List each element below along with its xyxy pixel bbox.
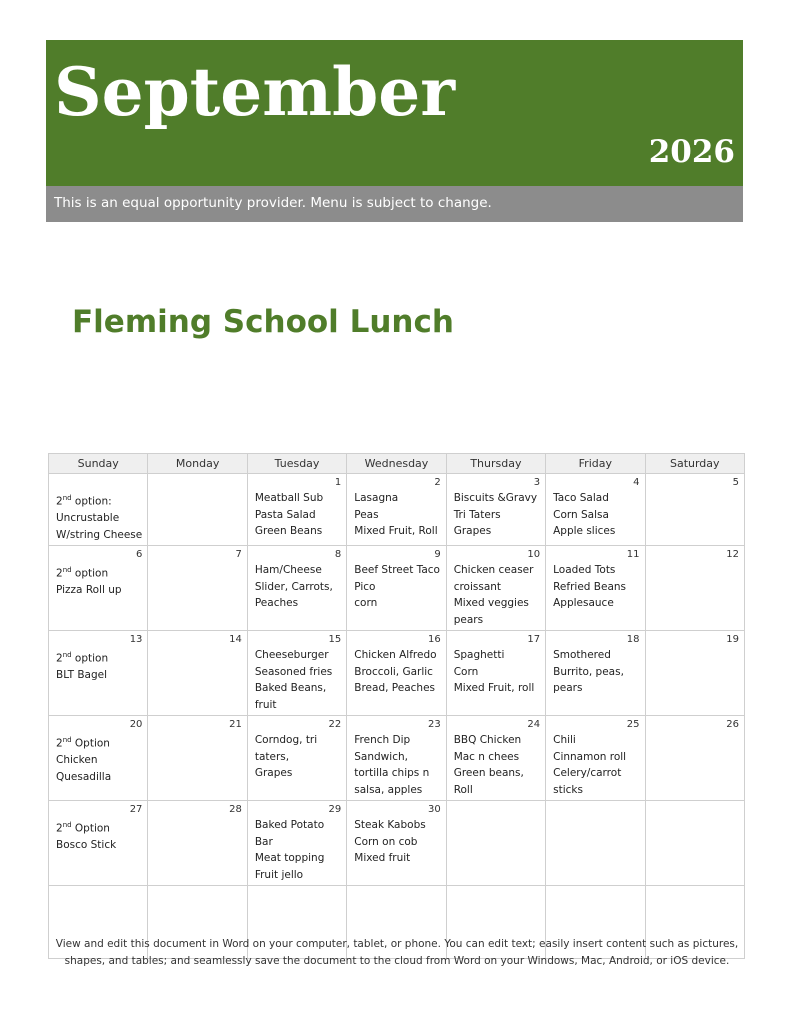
menu-item: Chicken Alfredo [354, 649, 437, 661]
menu-item: Bosco Stick [56, 839, 117, 851]
calendar-day-cell [347, 716, 446, 801]
menu-item: Pizza Roll up [56, 584, 122, 596]
weekday-thursday: Thursday [446, 454, 545, 474]
calendar-week-row [49, 474, 745, 546]
calendar-day-cell [546, 474, 645, 546]
menu-item: 2nd option [56, 566, 109, 580]
calendar-day-cell [247, 801, 346, 886]
day-number: 6 [136, 549, 143, 560]
calendar-day-cell [49, 631, 148, 716]
day-number: 7 [235, 549, 242, 560]
menu-item: Meatball Sub [254, 492, 324, 504]
calendar-day-cell [49, 801, 148, 886]
day-number [155, 888, 241, 902]
calendar-day-cell [148, 631, 247, 716]
lunch-calendar [48, 453, 745, 959]
calendar-week-row [49, 631, 745, 716]
calendar-day-cell [247, 631, 346, 716]
menu-item: Refried Beans [553, 580, 627, 593]
day-number: 12 [726, 549, 739, 560]
menu-item: Baked Potato Bar [254, 819, 325, 848]
day-number [553, 888, 639, 902]
calendar-day-cell [247, 716, 346, 801]
menu-item: Beef Street Taco [354, 564, 440, 576]
menu-item: Cheeseburger [254, 649, 329, 661]
weekday-monday: Monday [148, 454, 247, 474]
calendar-day-cell [546, 546, 645, 631]
calendar-day-cell [49, 716, 148, 801]
calendar-day-cell [347, 801, 446, 886]
school-title: Fleming School Lunch [72, 304, 454, 340]
calendar-day-cell [247, 474, 346, 546]
calendar-day-cell [148, 801, 247, 886]
calendar-week-row [49, 716, 745, 801]
calendar-day-cell [446, 801, 545, 886]
day-number: 25 [626, 719, 640, 730]
day-number: 10 [527, 549, 541, 560]
menu-item: Peaches [254, 597, 299, 609]
menu-item: Baked Beans, fruit [254, 682, 327, 711]
day-number: 21 [229, 719, 242, 730]
menu-item: Pasta Salad [254, 508, 316, 521]
menu-item: Green Beans [254, 525, 323, 537]
day-number [454, 803, 540, 817]
menu-item: Apple slices [553, 525, 616, 537]
day-number [255, 888, 341, 902]
menu-item: Corn Salsa [553, 508, 609, 521]
day-number: 22 [328, 719, 342, 730]
calendar-day-cell [645, 631, 744, 716]
menu-item: Pico [354, 580, 376, 593]
calendar-day-cell [148, 716, 247, 801]
day-number: 23 [427, 719, 441, 730]
calendar-day-cell [347, 546, 446, 631]
menu-item: corn [354, 597, 378, 609]
notice-bar [46, 186, 743, 222]
weekday-friday: Friday [546, 454, 645, 474]
day-number: 4 [633, 477, 640, 488]
calendar-day-cell [347, 474, 446, 546]
menu-item: BLT Bagel [56, 669, 108, 681]
month-title: September [54, 53, 456, 131]
weekday-sunday: Sunday [49, 454, 148, 474]
calendar-day-cell [446, 474, 545, 546]
day-number: 24 [527, 719, 541, 730]
menu-item: Meat topping [254, 852, 325, 864]
menu-item: Applesauce [553, 597, 614, 609]
menu-item: Peas [354, 508, 379, 521]
menu-item: Mixed Fruit, Roll [354, 525, 438, 537]
calendar-week-row [49, 801, 745, 886]
calendar-day-cell [645, 546, 744, 631]
menu-item: Seasoned fries [254, 665, 333, 678]
calendar-day-cell [347, 631, 446, 716]
menu-item: 2nd Option [56, 821, 110, 835]
day-number: 19 [726, 634, 739, 645]
menu-item: Taco Salad [553, 492, 609, 504]
menu-item: Steak Kabobs [354, 819, 426, 831]
weekday-header-row [49, 454, 745, 474]
menu-item: Mac n chees [453, 750, 520, 763]
notice-text: This is an equal opportunity provider. Menu is subject to change. [54, 195, 492, 211]
weekday-saturday: Saturday [645, 454, 744, 474]
day-number: 9 [434, 549, 441, 560]
menu-item: BBQ Chicken [453, 734, 522, 746]
calendar-day-cell [645, 474, 744, 546]
calendar-day-cell [148, 474, 247, 546]
menu-item: Mixed fruit [354, 852, 411, 864]
menu-item: French Dip Sandwich, tortilla chips n salsa, apples [354, 734, 430, 796]
menu-item: Biscuits &Gravy [453, 492, 538, 504]
footer-text: View and edit this document in Word on your computer, tablet, or phone. You can edit text; easily insert content such as pictures, shapes, and tables; and seamlessly save the document to the cloud from Word on your Windows, Mac, Android, or iOS device. [55, 938, 739, 967]
day-number: 16 [427, 634, 441, 645]
menu-item: 2nd option: [56, 494, 112, 508]
calendar-day-cell [49, 546, 148, 631]
calendar-day-cell [49, 474, 148, 546]
menu-item: Green beans, Roll [453, 767, 524, 796]
day-number: 17 [527, 634, 541, 645]
calendar-day-cell [546, 631, 645, 716]
menu-item: 2nd option [56, 651, 109, 665]
day-number [56, 888, 142, 902]
menu-item: Grapes [453, 525, 492, 537]
menu-item: 2nd Option [56, 736, 110, 750]
menu-item: Mixed Fruit, roll [453, 682, 535, 694]
menu-item: Chicken Quesadilla [56, 754, 112, 783]
calendar-day-cell [446, 546, 545, 631]
calendar-day-cell [247, 546, 346, 631]
day-number: 13 [129, 634, 143, 645]
menu-item: Smothered Burrito, peas, pears [553, 649, 624, 694]
menu-item: Cinnamon roll [553, 750, 627, 763]
menu-item: W/string Cheese [56, 528, 143, 541]
day-number: 18 [626, 634, 640, 645]
menu-item: Fruit jello [254, 868, 304, 881]
calendar-day-cell [645, 716, 744, 801]
calendar-week-row [49, 546, 745, 631]
menu-item: Grapes [254, 767, 293, 779]
calendar-day-cell [645, 801, 744, 886]
menu-item: Broccoli, Garlic Bread, Peaches [354, 665, 435, 694]
menu-item: Corn on cob [354, 835, 418, 848]
menu-item: Celery/carrot sticks [553, 767, 622, 796]
day-number: 14 [229, 634, 242, 645]
day-number: 8 [334, 549, 342, 560]
menu-item: Tri Taters [453, 508, 501, 521]
day-number: 2 [434, 477, 441, 488]
month-banner [46, 40, 743, 186]
menu-item: Loaded Tots [553, 564, 616, 576]
menu-item: Corndog, tri taters, [254, 734, 318, 763]
day-number: 27 [129, 804, 143, 815]
day-number: 15 [328, 634, 342, 645]
menu-item: Ham/Cheese Slider, Carrots, [254, 564, 333, 593]
menu-item: Mixed veggies pears [453, 597, 529, 626]
menu-item: Lasagna [354, 492, 399, 504]
day-number [653, 888, 739, 902]
calendar-day-cell [546, 716, 645, 801]
day-number [553, 803, 639, 817]
menu-item: Spaghetti [453, 649, 505, 661]
weekday-wednesday: Wednesday [347, 454, 446, 474]
day-number: 29 [328, 804, 342, 815]
day-number: 26 [726, 719, 739, 730]
day-number: 3 [533, 477, 541, 488]
calendar-day-cell [148, 546, 247, 631]
day-number [454, 888, 540, 902]
calendar-day-cell [446, 716, 545, 801]
day-number: 1 [334, 477, 342, 488]
day-number [354, 888, 440, 902]
day-number: 20 [129, 719, 143, 730]
day-number: 30 [427, 804, 441, 815]
weekday-tuesday: Tuesday [247, 454, 346, 474]
menu-item: Chili [553, 734, 576, 746]
menu-item: Chicken ceaser croissant [453, 564, 534, 593]
calendar-day-cell [546, 801, 645, 886]
menu-item: Uncrustable [56, 512, 120, 524]
year-label: 2026 [648, 134, 735, 170]
day-number: 28 [229, 804, 242, 815]
day-number: 5 [732, 477, 739, 488]
menu-item: Corn [453, 665, 479, 678]
day-number [653, 803, 739, 817]
day-number [155, 476, 241, 490]
day-number [56, 476, 142, 490]
calendar-day-cell [446, 631, 545, 716]
day-number: 11 [626, 549, 640, 560]
